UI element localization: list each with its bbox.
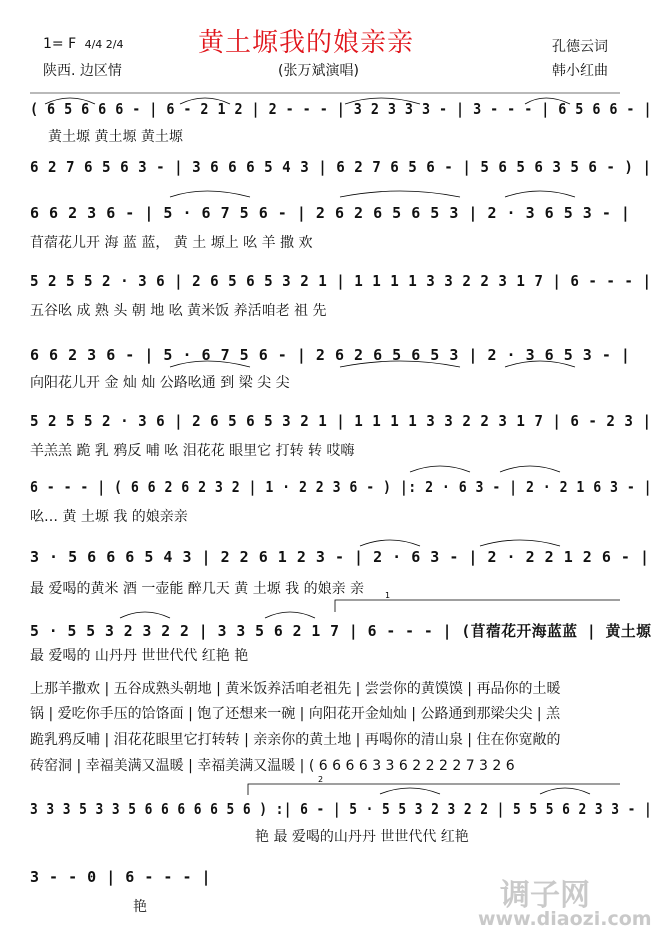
notation-line-10: 3 3 3 5 3 3 5 6 6 6 6 6 5 6 ) :| 6 - | 5 · 5 5 3 2 3 2 2 | 5 5 5 6 2 3 3 - |: [30, 800, 653, 818]
watermark-url: www.diaozi.com: [478, 908, 652, 930]
notation-line-5: 6 6 2 3 6 - | 5 · 6 7 5 6 - | 2 6 2 6 5 6 5 3 | 2 · 3 6 5 3 - |: [30, 346, 631, 364]
lyric-line-4: 向阳花儿开 金 灿 灿 公路吆通 到 梁 尖 尖: [30, 375, 290, 391]
style-label: 陕西. 边区情: [43, 63, 122, 79]
notation-line-9: 5 · 5 5 3 2 3 2 2 | 3 3 5 6 2 1 7 | 6 - - - | (苜蓿花开海蓝蓝 | 黄土塬: [30, 622, 652, 640]
key-signature: [43, 36, 124, 52]
lyric-line-1: 黄土塬 黄土塬 黄土塬: [48, 129, 183, 145]
composer: 韩小红曲: [552, 63, 608, 79]
svg-text:2: 2: [318, 775, 324, 784]
lyric-line-7: 最 爱喝的黄米 酒 一壶能 醉几天 黄 土塬 我 的娘亲 亲: [30, 581, 365, 597]
notation-line-11: 3 - - 0 | 6 - - - |: [30, 868, 212, 886]
notation-line-1: ( 6 5 6 6 6 - | 6 - 2 1 2 | 2 - - - | 3 2 3 3 3 - | 3 - - - | 6 5 6 6 - |: [30, 100, 653, 118]
svg-text:1: 1: [385, 591, 391, 600]
notation-line-8: 3 · 5 6 6 6 5 4 3 | 2 2 6 1 2 3 - | 2 · 6 3 - | 2 · 2 2 1 2 6 - |: [30, 548, 650, 566]
notation-line-7: 6 - - - | ( 6 6 2 6 2 3 2 | 1 · 2 2 3 6 - ) |: 2 · 6 3 - | 2 · 2 1 6 3 - |: [30, 478, 653, 496]
watermark-brand: 调子网: [500, 878, 590, 913]
lyric-line-14: 艳: [133, 899, 147, 915]
lyric-line-11: 跪乳鸦反哺 | 泪花花眼里它打转转 | 亲亲你的黄土地 | 再喝你的清山泉 | 住在你宽敞的: [30, 732, 561, 748]
lyric-line-13: 艳 最 爱喝的山丹丹 世世代代 红艳: [255, 829, 469, 845]
notation-line-2: 6 2 7 6 5 6 3 - | 3 6 6 6 5 4 3 | 6 2 7 6 5 6 - | 5 6 5 6 3 5 6 - ) |: [30, 158, 652, 176]
lyric-line-10: 锅 | 爱吃你手压的饸饹面 | 饱了还想来一碗 | 向阳花开金灿灿 | 公路通到那梁尖尖 | 羔: [30, 706, 561, 722]
singer: (张万斌演唱): [278, 63, 359, 79]
song-title: 黄土塬我的娘亲亲: [198, 28, 415, 58]
notation-line-3: 6 6 2 3 6 - | 5 · 6 7 5 6 - | 2 6 2 6 5 6 5 3 | 2 · 3 6 5 3 - |: [30, 204, 631, 222]
lyric-line-12: 砖窑洞 | 幸福美满又温暖 | 幸福美满又温暖 | ( 6 6 6 6 3 3 6 2 2 2 2 7 3 2 6: [30, 758, 515, 774]
lyric-line-5: 羊羔羔 跪 乳 鸦反 哺 吆 泪花花 眼里它 打转 转 哎嗨: [30, 443, 355, 459]
lyricist: 孔德云词: [552, 39, 608, 55]
notation-line-4: 5 2 5 5 2 · 3 6 | 2 6 5 6 5 3 2 1 | 1 1 1 1 3 3 2 2 3 1 7 | 6 - - - |: [30, 272, 652, 290]
time-signature: 4/4 2/4: [84, 38, 124, 51]
lyric-line-9: 上那羊撒欢 | 五谷成熟头朝地 | 黄米饭养活咱老祖先 | 尝尝你的黄馍馍 | 再品你的土暖: [30, 681, 561, 697]
notation-line-6: 5 2 5 5 2 · 3 6 | 2 6 5 6 5 3 2 1 | 1 1 1 1 3 3 2 2 3 1 7 | 6 - 2 3 |: [30, 412, 652, 430]
key-text: 1= F: [43, 36, 77, 52]
lyric-line-6: 吆… 黄 土塬 我 的娘亲亲: [30, 509, 188, 525]
lyric-line-8: 最 爱喝的 山丹丹 世世代代 红艳 艳: [30, 648, 249, 664]
lyric-line-2: 苜蓿花儿开 海 蓝 蓝， 黄 土 塬上 吆 羊 撒 欢: [30, 235, 313, 251]
lyric-line-3: 五谷吆 成 熟 头 朝 地 吆 黄米饭 养活咱老 祖 先: [30, 303, 327, 319]
